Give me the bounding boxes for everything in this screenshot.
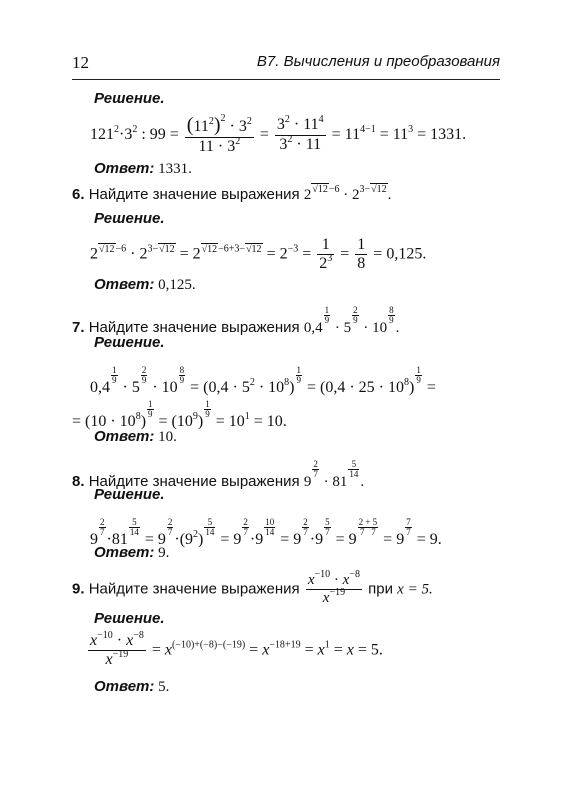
solution-label-8: Решение. [94, 486, 165, 503]
equation-8: 9 $\frac{2}{7}$ ·81 $\frac{5}{14}$ = 9 $\frac{2}{7}$ $\cdot(9^2)$ $\frac{5}{14}$ = 9 $\frac{2}{7}$ ·9 $\frac{10}{14}$ = 9 $\frac{2}{7}$ ·9 $\frac{5}{7}$ = 9 $\frac{2 + 5}{7 7}$ = 9 $\frac{7}{7}$ = 9. [90, 517, 442, 548]
solution-label-5: Решение. [94, 90, 165, 107]
answer-9: Ответ: 5. [94, 678, 170, 695]
equation-9: $\frac{x^{-10} \cdot x^{-8}}{x^{-19}}$ = $x^{(-10)+(-8)-(-19)} = x^{-18+19} = x^1 = x = 5$. [90, 630, 383, 669]
solution-label-9: Решение. [94, 610, 165, 627]
answer-value-8: 9. [158, 545, 170, 561]
answer-value-7: 10. [158, 429, 177, 445]
fraction-5b: $\frac{3^2 \cdot 11^4}{3^2 \cdot 11}$ [276, 114, 324, 153]
equation-7a: 0,4 $\frac{1}{9}$ · 5 $\frac{2}{9}$ · 10 $\frac{8}{9}$ = $(0,4 \cdot 5^2 \cdot 10^8)$ $\frac{1}{9}$ = $(0,4 \cdot 25 \cdot 10^8)$ $\frac{1}{9}$ = [90, 365, 436, 396]
problem-condition-9: x = 5. [397, 581, 433, 598]
problem-text-9: Найдите значение выражения [88, 580, 300, 598]
solution-label-6: Решение. [94, 210, 165, 227]
problem-number-9: 9. [72, 580, 85, 598]
problem-text-6: Найдите значение выражения [88, 186, 300, 203]
problem-6: 6. Найдите значение выражения $2^{√12-6} \cdot 2^{3-√12}$. [72, 184, 392, 203]
fraction-5a: $\frac{(11^2)^2 \cdot 3^2}{11 \cdot 3^2}$ [186, 113, 252, 155]
page-number: 12 [72, 53, 89, 72]
problem-number-7: 7. [72, 319, 85, 336]
header-rule [72, 79, 500, 80]
page-header [72, 53, 500, 77]
answer-value-9: 5. [158, 679, 170, 695]
problem-text-7: Найдите значение выражения [88, 319, 300, 336]
problem-number-6: 6. [72, 186, 85, 203]
answer-label: Ответ: [94, 160, 155, 177]
answer-6: Ответ: 0,125. [94, 276, 196, 293]
answer-value-5: 1331. [158, 161, 192, 177]
answer-value-6: 0,125. [158, 277, 196, 293]
problem-9: 9. Найдите значение выражения $\frac{x^{-10} \cdot x^{-8}}{x^{-19}}$ при x = 5. [72, 569, 433, 607]
section-title: В7. Вычисления и преобразования [256, 53, 500, 70]
answer-7: Ответ: 10. [94, 428, 177, 445]
solution-label-7: Решение. [94, 334, 165, 351]
equation-7b: = $(10 \cdot 10^8)$ $\frac{1}{9}$ = $(10^9)$ $\frac{1}{9}$ = $10^1 = 10$. [72, 399, 287, 430]
problem-number-8: 8. [72, 473, 85, 490]
problem-text-8: Найдите значение выражения [88, 473, 300, 490]
problem-8: 8. Найдите значение выражения 9 $\frac{2}{7}$ · 81 $\frac{5}{14}$ . [72, 459, 365, 490]
problem-7: 7. Найдите значение выражения 0,4 $\frac{1}{9}$ · 5 $\frac{2}{9}$ · 10 $\frac{8}{9}$ . [72, 305, 400, 336]
equation-5: $121^2\cdot 3^2$ : 99 = $\frac{(11^2)^2 \cdot 3^2}{11 \cdot 3^2}$ = $\frac{3^2 \cdot 11^4}{3^2 \cdot 11}$ = $11^{4-1} = 11^3 = 1331$. [90, 113, 467, 155]
answer-5 [94, 160, 192, 178]
answer-8: Ответ: 9. [94, 544, 170, 561]
equation-6: $2^{√12-6} \cdot 2^{3-√12} = 2^{√12-6+3-√12} = 2^{-3}$ = $\frac{1}{2^3}$ = $\frac{1}{8}$ = 0,125. [90, 236, 427, 273]
